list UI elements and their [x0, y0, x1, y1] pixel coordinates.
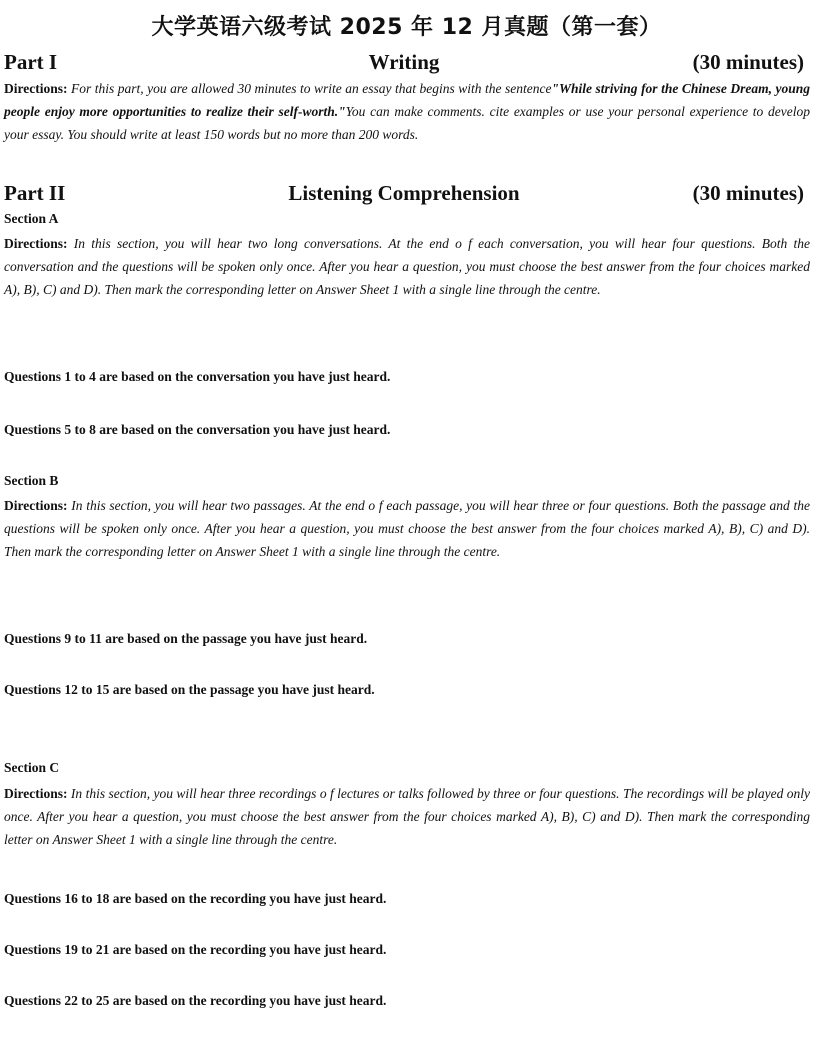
- question-group: Questions 16 to 18 are based on the recording you have just heard.: [4, 891, 387, 906]
- part1-directions-label: Directions:: [4, 81, 68, 96]
- part2-name: Listening Comprehension: [288, 181, 520, 205]
- question-group: Questions 12 to 15 are based on the passage you have just heard.: [4, 682, 375, 697]
- section-a-directions: [4, 232, 810, 301]
- section-b-label: Section B: [4, 473, 59, 488]
- part2-number: Part II: [4, 181, 66, 205]
- part1-name: Writing: [368, 50, 440, 74]
- part2-time: (30 minutes): [692, 181, 804, 205]
- part1-header: [4, 50, 804, 78]
- section-b-directions-text: In this section, you will hear two passages. At the end o f each passage, you will hear three or four questions. Both the passage and the questions will be spoken only once. After you hear a question, you must choose the best answer from the four choices marked A), B), C) and D). Then mark the corresponding letter on Answer Sheet 1 with a single line through the centre.: [4, 498, 810, 559]
- part1-essay-prompt: "While striving for the Chinese Dream, young people enjoy more opportunities to realize their self-worth.": [4, 81, 810, 119]
- section-a-directions-text: In this section, you will hear two long conversations. At the end o f each conversation, you will hear four questions. Both the conversation and the questions will be spoken only once. After you hear a question, you must choose the best answer from the four choices marked A), B), C) and D). Then mark the corresponding letter on Answer Sheet 1 with a single line through the centre.: [4, 236, 810, 297]
- section-a-label: Section A: [4, 211, 59, 226]
- page-title: 大学英语六级考试 2025 年 12 月真题（第一套）: [151, 15, 662, 40]
- section-b-directions-label: Directions:: [4, 498, 68, 513]
- question-group: Questions 5 to 8 are based on the conversation you have just heard.: [4, 422, 391, 437]
- part1-directions-post: You can make comments. cite examples or use your personal experience to develop your essay. You should write at least 150 words but no more than 200 words.: [4, 104, 810, 142]
- part1-directions: [4, 77, 810, 146]
- section-c-label: Section C: [4, 760, 60, 775]
- part2-header: [4, 181, 804, 209]
- question-group: Questions 22 to 25 are based on the recording you have just heard.: [4, 993, 387, 1008]
- section-c-directions-text: In this section, you will hear three recordings o f lectures or talks followed by three or four questions. The recordings will be played only once. After you hear a question, you must choose the best answer from the four choices marked A), B), C) and D). Then mark the corresponding letter on Answer Sheet 1 with a single line through the centre.: [4, 786, 810, 847]
- part1-number: Part I: [4, 50, 58, 74]
- section-c-directions-label: Directions:: [4, 786, 68, 801]
- part1-time: (30 minutes): [692, 50, 804, 74]
- section-a-directions-label: Directions:: [4, 236, 68, 251]
- question-group: Questions 19 to 21 are based on the recording you have just heard.: [4, 942, 387, 957]
- part1-directions-pre: For this part, you are allowed 30 minutes to write an essay that begins with the sentence: [67, 81, 552, 96]
- question-group: Questions 1 to 4 are based on the conversation you have just heard.: [4, 369, 391, 384]
- section-c-directions: [4, 782, 810, 851]
- section-b-directions: [4, 494, 810, 563]
- question-group: Questions 9 to 11 are based on the passage you have just heard.: [4, 631, 368, 646]
